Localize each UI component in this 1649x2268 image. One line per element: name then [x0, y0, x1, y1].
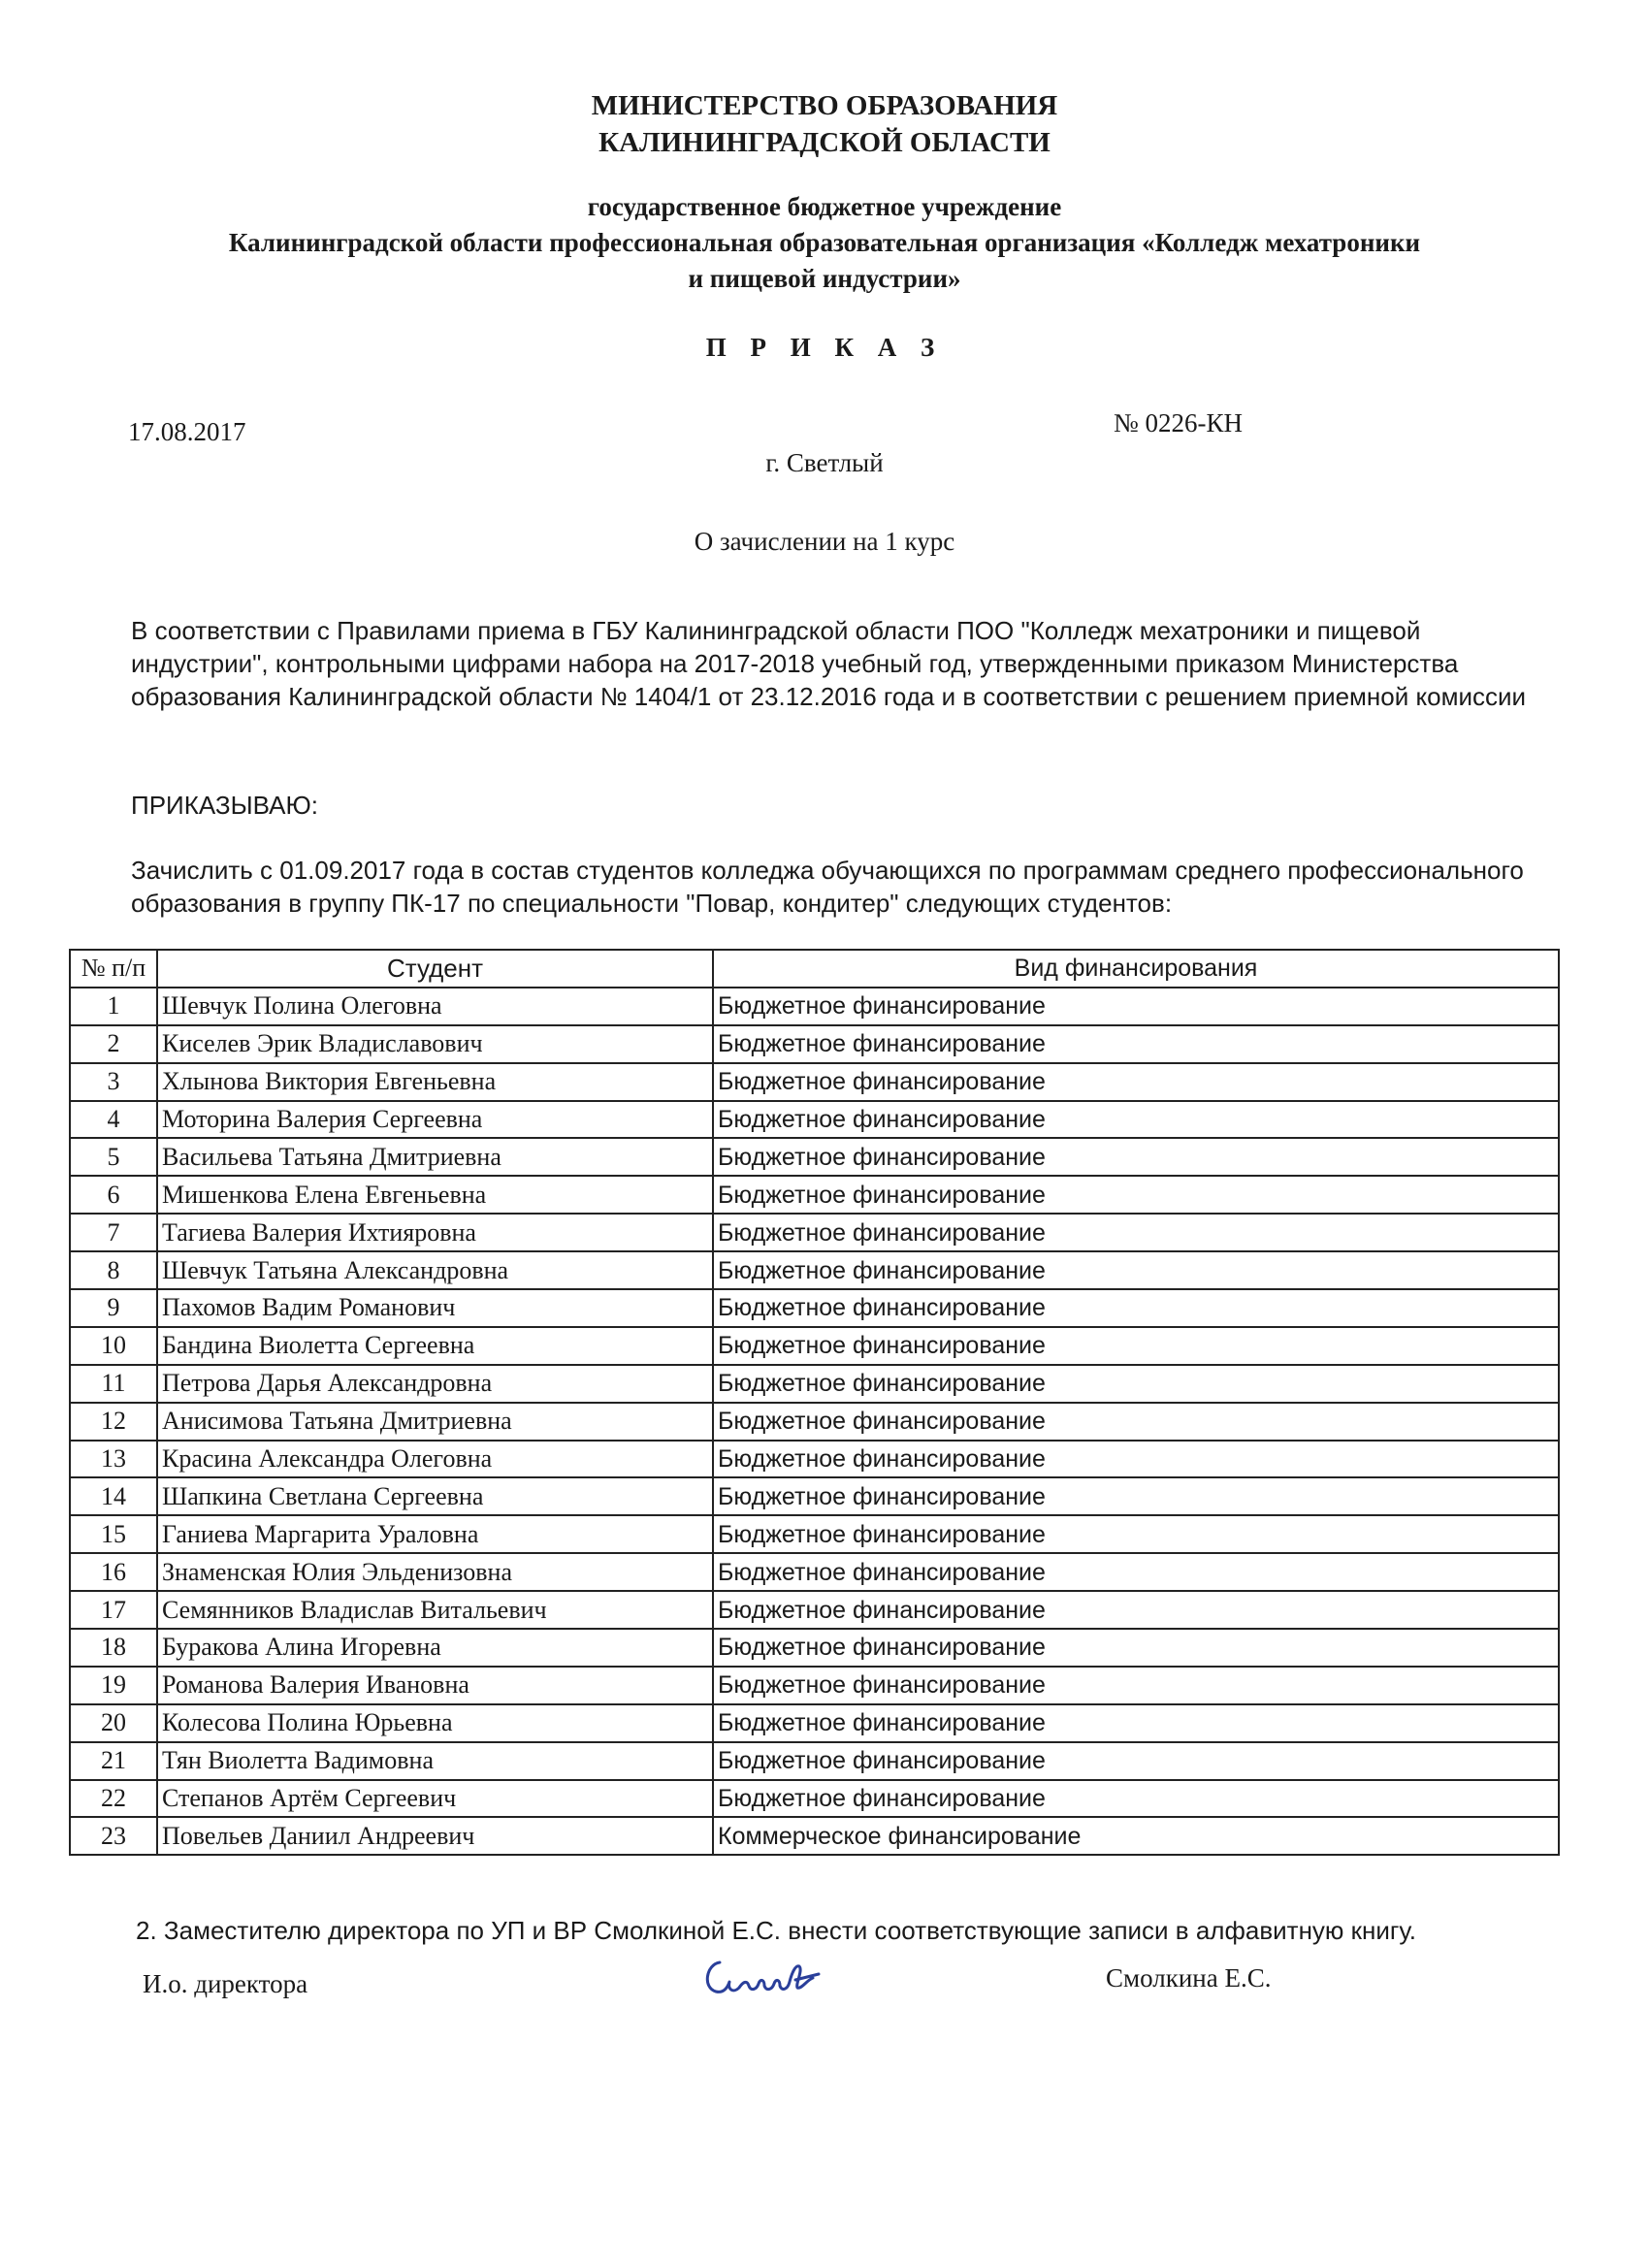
row-student-name: Анисимова Татьяна Дмитриевна [157, 1403, 713, 1441]
row-student-name: Хлынова Виктория Евгеньевна [157, 1063, 713, 1101]
row-student-name: Степанов Артём Сергеевич [157, 1780, 713, 1818]
signature-stroke [707, 1962, 819, 1992]
row-financing-type: Бюджетное финансирование [713, 1365, 1559, 1403]
orders-label: ПРИКАЗЫВАЮ: [131, 791, 318, 820]
row-student-name: Моторина Валерия Сергеевна [157, 1101, 713, 1139]
row-financing-type: Бюджетное финансирование [713, 1214, 1559, 1251]
institution-line-1: государственное бюджетное учреждение [587, 192, 1062, 221]
table-row [70, 1403, 1559, 1441]
institution-line-2: Калининградской области профессиональная образовательная организация «Колледж мехатроники [228, 228, 1421, 257]
order-date: 17.08.2017 [128, 417, 246, 446]
row-financing-type: Бюджетное финансирование [713, 1742, 1559, 1780]
row-number: 17 [70, 1591, 157, 1629]
row-number: 1 [70, 988, 157, 1025]
row-student-name: Тагиева Валерия Ихтияровна [157, 1214, 713, 1251]
row-number: 14 [70, 1477, 157, 1515]
table-row [70, 1289, 1559, 1327]
row-student-name: Повельев Даниил Андреевич [157, 1817, 713, 1855]
row-number: 4 [70, 1101, 157, 1139]
student-roster-table [69, 949, 1560, 1856]
order-number: № 0226-КН [1114, 408, 1244, 437]
row-financing-type: Бюджетное финансирование [713, 1101, 1559, 1139]
row-number: 8 [70, 1251, 157, 1289]
table-row [70, 1176, 1559, 1214]
table-row [70, 1063, 1559, 1101]
row-number: 21 [70, 1742, 157, 1780]
row-number: 23 [70, 1817, 157, 1855]
row-financing-type: Бюджетное финансирование [713, 1667, 1559, 1704]
row-financing-type: Бюджетное финансирование [713, 1063, 1559, 1101]
row-student-name: Красина Александра Олеговна [157, 1441, 713, 1478]
row-financing-type: Бюджетное финансирование [713, 1025, 1559, 1063]
table-row [70, 1101, 1559, 1139]
row-number: 6 [70, 1176, 157, 1214]
row-financing-type: Бюджетное финансирование [713, 988, 1559, 1025]
row-number: 9 [70, 1289, 157, 1327]
row-student-name: Шевчук Татьяна Александровна [157, 1251, 713, 1289]
row-student-name: Тян Виолетта Вадимовна [157, 1742, 713, 1780]
table-row [70, 1742, 1559, 1780]
row-student-name: Васильева Татьяна Дмитриевна [157, 1138, 713, 1176]
table-row [70, 1365, 1559, 1403]
order-subject: О зачислении на 1 курс [694, 527, 955, 556]
column-header-number: № п/п [70, 950, 157, 988]
enrollment-text: Зачислить с 01.09.2017 года в состав студентов колледжа обучающихся по программам среднего профессионального образования в группу ПК-17 по специальности "Повар, кондитер" следующих студентов: [131, 856, 1524, 918]
table-row [70, 1667, 1559, 1704]
row-financing-type: Бюджетное финансирование [713, 1591, 1559, 1629]
signer-name: Смолкина Е.С. [1106, 1963, 1272, 1993]
row-financing-type: Бюджетное финансирование [713, 1704, 1559, 1742]
table-row [70, 1780, 1559, 1818]
row-student-name: Буракова Алина Игоревна [157, 1629, 713, 1667]
table-row [70, 1214, 1559, 1251]
handwritten-signature [698, 1945, 834, 2003]
row-financing-type: Бюджетное финансирование [713, 1477, 1559, 1515]
row-student-name: Знаменская Юлия Эльденизовна [157, 1553, 713, 1591]
row-number: 20 [70, 1704, 157, 1742]
table-row [70, 1704, 1559, 1742]
row-financing-type: Бюджетное финансирование [713, 1515, 1559, 1553]
row-financing-type: Бюджетное финансирование [713, 1780, 1559, 1818]
preamble-text: В соответствии с Правилами приема в ГБУ Калининградской области ПОО "Колледж мехатроники и пищевой индустрии", контрольными цифрами набора на 2017-2018 учебный год, утвержденными приказом Министерства образования Калининградской области № 1404/1 от 23.12.2016 года и в соответствии с решением приемной комиссии [131, 616, 1527, 711]
row-financing-type: Бюджетное финансирование [713, 1289, 1559, 1327]
row-financing-type: Бюджетное финансирование [713, 1327, 1559, 1365]
table-row [70, 1138, 1559, 1176]
ministry-header [0, 87, 1649, 161]
row-number: 18 [70, 1629, 157, 1667]
row-financing-type: Бюджетное финансирование [713, 1629, 1559, 1667]
table-row [70, 1553, 1559, 1591]
column-header-financing: Вид финансирования [713, 950, 1559, 988]
table-row [70, 1629, 1559, 1667]
row-financing-type: Коммерческое финансирование [713, 1817, 1559, 1855]
table-row [70, 1477, 1559, 1515]
row-financing-type: Бюджетное финансирование [713, 1138, 1559, 1176]
row-student-name: Петрова Дарья Александровна [157, 1365, 713, 1403]
row-number: 7 [70, 1214, 157, 1251]
row-student-name: Пахомов Вадим Романович [157, 1289, 713, 1327]
row-financing-type: Бюджетное финансирование [713, 1441, 1559, 1478]
table-row [70, 1591, 1559, 1629]
row-number: 12 [70, 1403, 157, 1441]
table-header-row [70, 950, 1559, 988]
signer-role: И.о. директора [143, 1969, 308, 1998]
row-number: 2 [70, 1025, 157, 1063]
row-number: 19 [70, 1667, 157, 1704]
row-financing-type: Бюджетное финансирование [713, 1553, 1559, 1591]
table-row [70, 1817, 1559, 1855]
row-number: 13 [70, 1441, 157, 1478]
ministry-line-2: КАЛИНИНГРАДСКОЙ ОБЛАСТИ [598, 127, 1051, 158]
institution-line-3: и пищевой индустрии» [688, 264, 961, 293]
row-student-name: Киселев Эрик Владиславович [157, 1025, 713, 1063]
row-number: 5 [70, 1138, 157, 1176]
ministry-line-1: МИНИСТЕРСТВО ОБРАЗОВАНИЯ [591, 90, 1058, 121]
document-type-title: П Р И К А З [705, 333, 944, 362]
row-financing-type: Бюджетное финансирование [713, 1403, 1559, 1441]
table-row [70, 1251, 1559, 1289]
row-number: 11 [70, 1365, 157, 1403]
row-student-name: Романова Валерия Ивановна [157, 1667, 713, 1704]
instruction-point-2: 2. Заместителю директора по УП и ВР Смолкиной Е.С. внести соответствующие записи в алфавитную книгу. [136, 1916, 1417, 1945]
order-city: г. Светлый [765, 448, 884, 477]
row-student-name: Семянников Владислав Витальевич [157, 1591, 713, 1629]
row-student-name: Бандина Виолетта Сергеевна [157, 1327, 713, 1365]
column-header-student: Студент [157, 950, 713, 988]
row-financing-type: Бюджетное финансирование [713, 1251, 1559, 1289]
row-financing-type: Бюджетное финансирование [713, 1176, 1559, 1214]
row-student-name: Шевчук Полина Олеговна [157, 988, 713, 1025]
row-number: 16 [70, 1553, 157, 1591]
table-row [70, 988, 1559, 1025]
row-number: 3 [70, 1063, 157, 1101]
table-row [70, 1025, 1559, 1063]
row-student-name: Колесова Полина Юрьевна [157, 1704, 713, 1742]
table-body [70, 988, 1559, 1855]
row-number: 10 [70, 1327, 157, 1365]
row-number: 22 [70, 1780, 157, 1818]
table-row [70, 1441, 1559, 1478]
row-student-name: Мишенкова Елена Евгеньевна [157, 1176, 713, 1214]
row-number: 15 [70, 1515, 157, 1553]
row-student-name: Шапкина Светлана Сергеевна [157, 1477, 713, 1515]
table-row [70, 1327, 1559, 1365]
institution-header [0, 189, 1649, 297]
row-student-name: Ганиева Маргарита Ураловна [157, 1515, 713, 1553]
table-row [70, 1515, 1559, 1553]
